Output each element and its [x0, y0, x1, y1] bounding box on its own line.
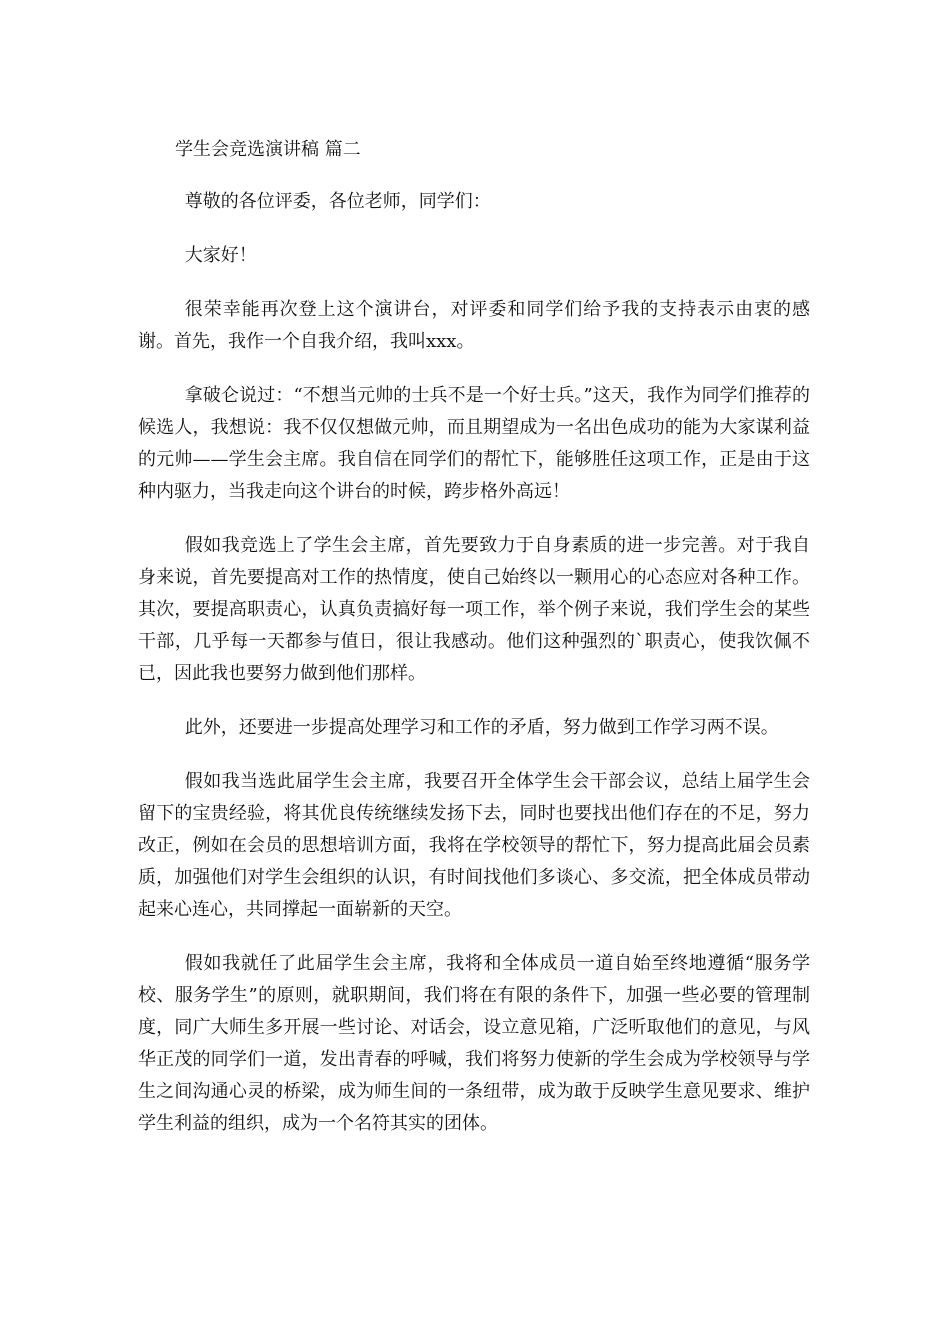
document-title: 学生会竞选演讲稿 篇二: [175, 139, 361, 160]
paragraph-greeting: 大家好！: [184, 245, 257, 266]
paragraph-self-improvement: 假如我竞选上了学生会主席，首先要致力于自身素质的进一步完善。对于我自身来说，首先要提高对工作的热情度，使自己始终以一颗用心的心态应对各种工作。其次，要提高职责心，认真负责搞好每一项工作，举个例子来说，我们学生会的某些干部，几乎每一天都参与值日，很让我感动。他们这种强烈的`职责心，使我饮佩不已，因此我也要努力做到他们那样。: [138, 535, 810, 684]
paragraph-napoleon-quote: 拿破仑说过：“不想当元帅的士兵不是一个好士兵。”这天，我作为同学们推荐的候选人，我想说：我不仅仅想做元帅，而且期望成为一名出色成功的能为大家谋利益的元帅——学生会主席。我自信在同学们的帮忙下，能够胜任这项工作，正是由于这种内驱力，当我走向这个讲台的时候，跨步格外高远！: [138, 385, 810, 502]
document-body: [138, 186, 810, 1162]
paragraph-salutation: 尊敬的各位评委，各位老师，同学们：: [184, 191, 491, 212]
paragraph-service-principle: 假如我就任了此届学生会主席，我将和全体成员一道自始至终地遵循“服务学校、服务学生”的原则，就职期间，我们将在有限的条件下，加强一些必要的管理制度，同广大师生多开展一些讨论、对话会，设立意见箱，广泛听取他们的意见，与风华正茂的同学们一道，发出青春的呼喊，我们将努力使新的学生会成为学校领导与学生之间沟通心灵的桥梁，成为师生间的一条纽带，成为敢于反映学生意见要求、维护学生利益的组织，成为一个名符其实的团体。: [138, 953, 810, 1134]
paragraph-council-meeting: 假如我当选此届学生会主席，我要召开全体学生会干部会议，总结上届学生会留下的宝贵经验，将其优良传统继续发扬下去，同时也要找出他们存在的不足，努力改正，例如在会员的思想培训方面，我将在学校领导的帮忙下，努力提高此届会员素质，加强他们对学生会组织的认识，有时间找他们多谈心、多交流，把全体成员带动起来心连心，共同撑起一面崭新的天空。: [138, 771, 810, 920]
paragraph-introduction: 很荣幸能再次登上这个演讲台，对评委和同学们给予我的支持表示由衷的感谢。首先，我作一个自我介绍，我叫xxx。: [138, 299, 810, 352]
paragraph-study-work-balance: 此外，还要进一步提高处理学习和工作的矛盾，努力做到工作学习两不误。: [184, 717, 779, 738]
